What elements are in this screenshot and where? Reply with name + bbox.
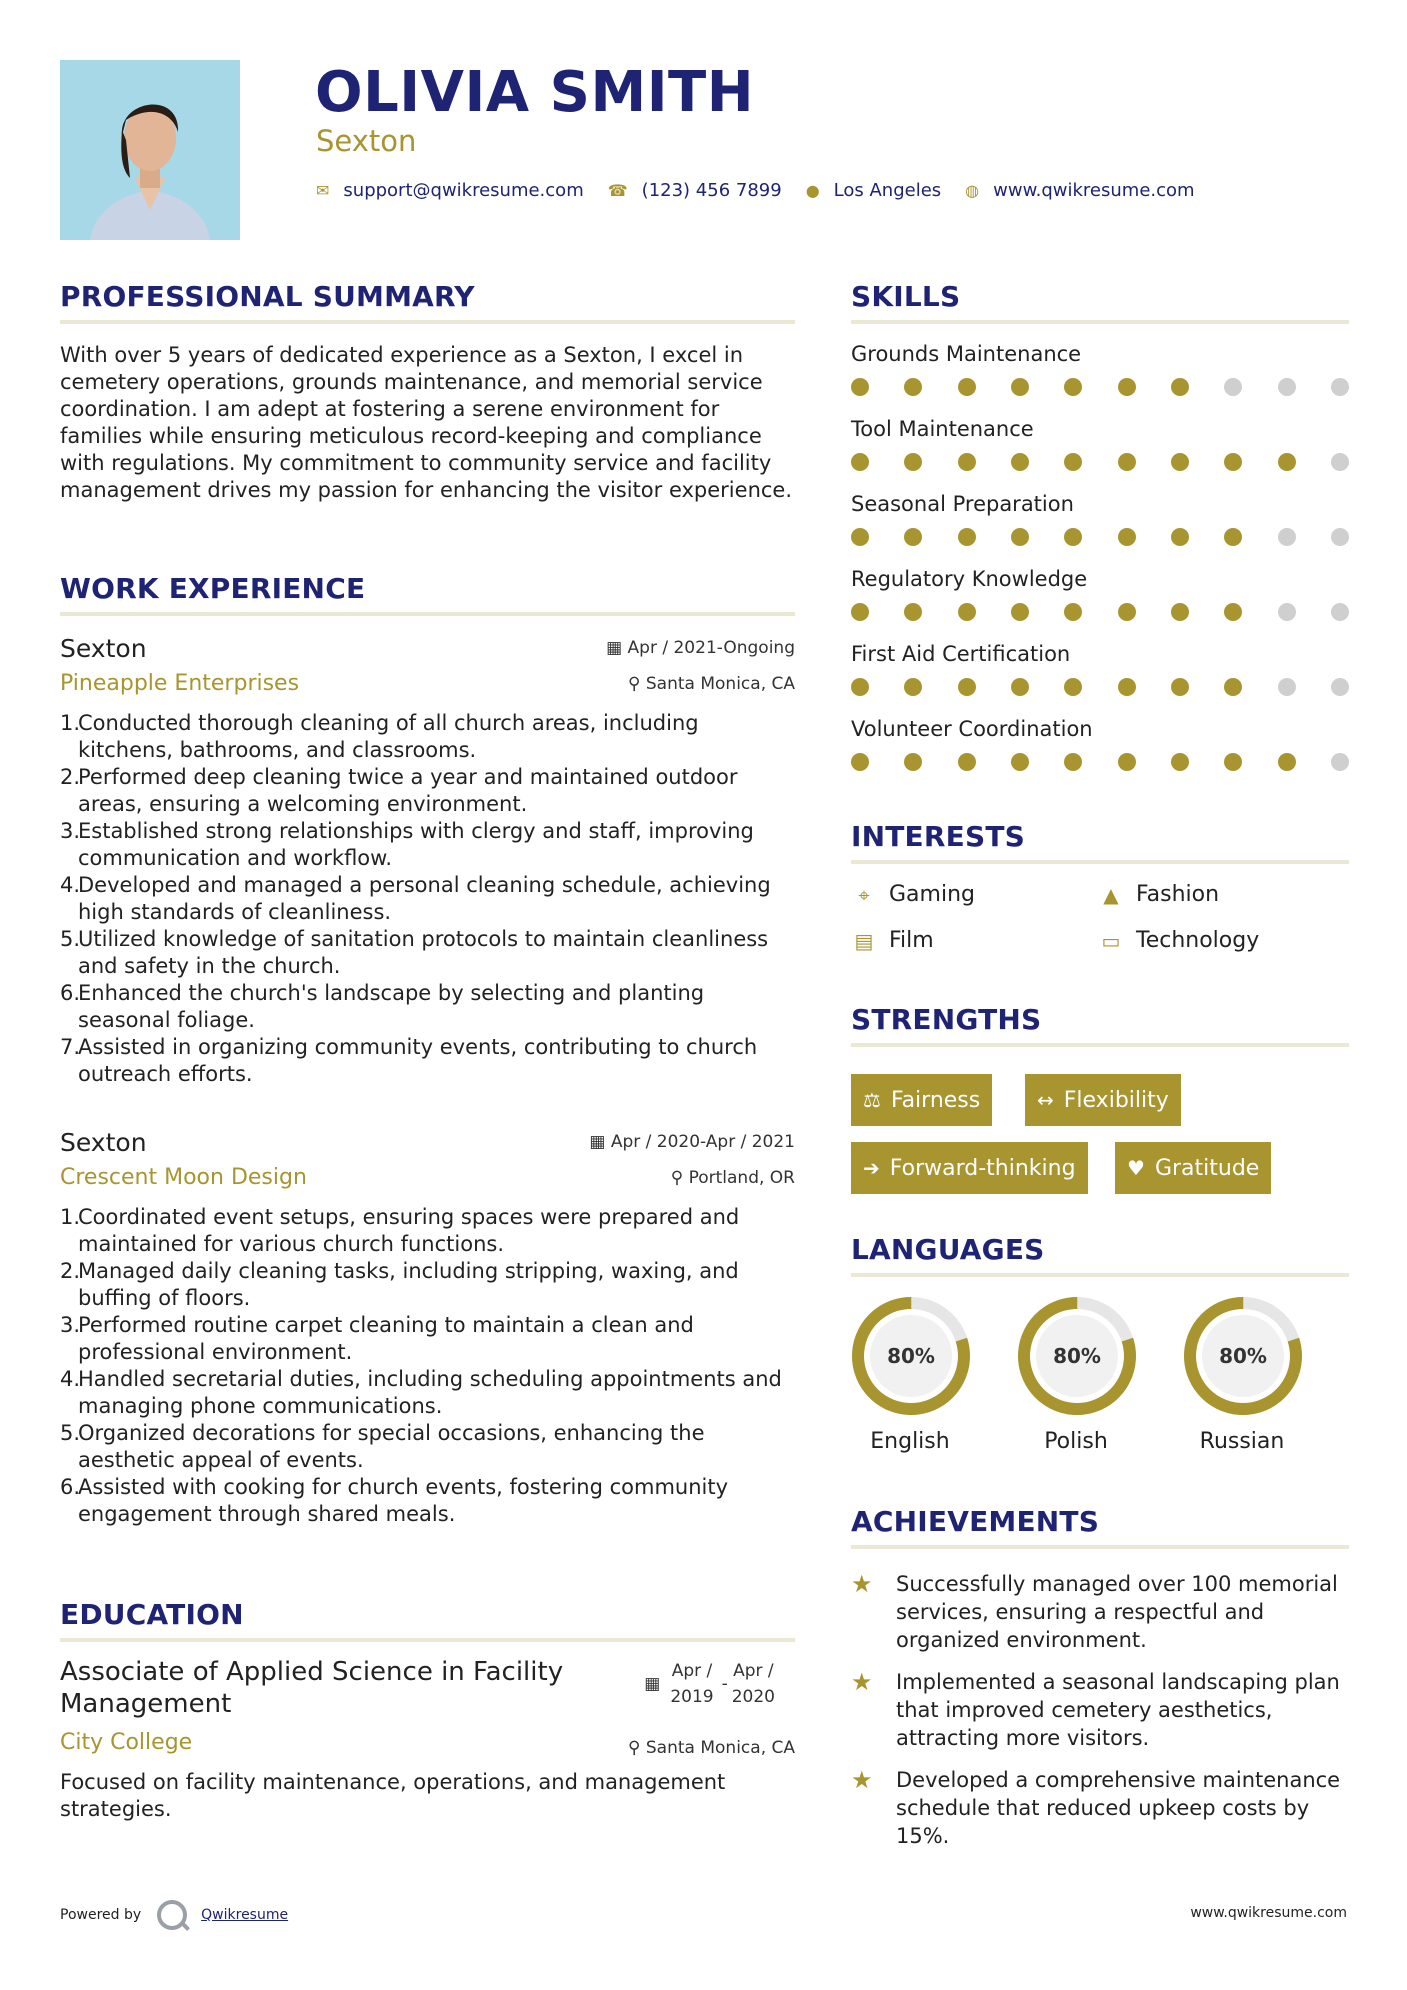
skill-dot-filled <box>1118 678 1136 696</box>
section-divider <box>851 860 1349 864</box>
balance-scale-icon: ⚖ <box>863 1088 881 1112</box>
job-location-text: Santa Monica, CA <box>645 674 795 694</box>
job-entry <box>60 634 795 1088</box>
languages-heading: LANGUAGES <box>851 1233 1045 1266</box>
skill-dot-filled <box>1171 753 1189 771</box>
summary-heading: PROFESSIONAL SUMMARY <box>60 280 475 313</box>
language-name: Polish <box>1044 1429 1108 1454</box>
section-divider <box>851 320 1349 324</box>
skills-heading: SKILLS <box>851 280 961 313</box>
achievement-item <box>851 1570 1351 1654</box>
strength-tag: ♥ Gratitude <box>1115 1142 1271 1194</box>
skill-dot-filled <box>1171 453 1189 471</box>
skill-dot-filled <box>1064 753 1082 771</box>
skill-dot-filled <box>958 678 976 696</box>
skill-dot-filled <box>1224 678 1242 696</box>
footer-url[interactable]: www.qwikresume.com <box>1190 1905 1347 1921</box>
list-item: 4. Handled secretarial duties, including scheduling appointments and managing phone communications. <box>60 1367 782 1418</box>
star-icon: ★ <box>851 1668 873 1696</box>
envelope-icon: ✉ <box>316 181 330 200</box>
school-name: City College <box>60 1730 193 1755</box>
job-date-text: Apr / 2021-Ongoing <box>627 638 795 658</box>
interests-heading: INTERESTS <box>851 820 1025 853</box>
job-duties-list <box>60 710 795 1088</box>
skill-dot-filled <box>1064 453 1082 471</box>
skill-item <box>851 492 1351 546</box>
skill-dot-filled <box>1064 603 1082 621</box>
start-date: Apr / 2019 <box>670 1661 714 1707</box>
section-divider <box>851 1273 1349 1277</box>
job-date-text: Apr / 2020-Apr / 2021 <box>610 1132 795 1152</box>
skill-dot-filled <box>1224 528 1242 546</box>
section-divider <box>851 1043 1349 1047</box>
skill-dot-filled <box>1171 603 1189 621</box>
strength-tag: ↔ Flexibility <box>1025 1074 1181 1126</box>
skill-name: Grounds Maintenance <box>851 342 1082 366</box>
skill-item <box>851 567 1351 621</box>
skill-rating <box>851 453 1349 471</box>
star-icon: ★ <box>851 1766 873 1794</box>
section-divider <box>60 320 795 324</box>
language-percent: 80% <box>1053 1344 1101 1368</box>
skill-dot-filled <box>851 753 869 771</box>
pin-icon: ⚲ <box>628 674 646 694</box>
skill-item <box>851 417 1351 471</box>
skill-item <box>851 342 1351 396</box>
job-location <box>671 1168 795 1188</box>
section-divider <box>60 1638 795 1642</box>
achievement-item <box>851 1766 1351 1850</box>
skill-dot-filled <box>958 528 976 546</box>
shopping-bag-icon: ▲ <box>1103 882 1119 907</box>
skill-dot-filled <box>1118 453 1136 471</box>
list-item: 5. Utilized knowledge of sanitation protocols to maintain cleanliness and safety in the church. <box>60 927 769 978</box>
profile-photo <box>60 60 240 240</box>
skill-dot-filled <box>904 453 922 471</box>
skill-dot-filled <box>1118 378 1136 396</box>
skill-dot-filled <box>1064 378 1082 396</box>
skill-dot-filled <box>1224 453 1242 471</box>
list-item: 1. Coordinated event setups, ensuring spaces were prepared and maintained for various church functions. <box>60 1205 740 1256</box>
skill-dot-filled <box>1118 603 1136 621</box>
skill-dot-filled <box>1011 378 1029 396</box>
job-location-text: Portland, OR <box>688 1168 795 1188</box>
skill-dot-filled <box>958 603 976 621</box>
skill-dot-filled <box>958 453 976 471</box>
arrow-right-icon: ➔ <box>863 1156 880 1180</box>
candidate-name: OLIVIA SMITH <box>315 60 755 125</box>
job-title: Sexton <box>60 634 147 663</box>
skill-dot-empty <box>1331 678 1349 696</box>
skill-rating <box>851 378 1349 396</box>
education-heading: EDUCATION <box>60 1598 244 1631</box>
list-item: 2. Performed deep cleaning twice a year and maintained outdoor areas, ensuring a welcoming environment. <box>60 765 738 816</box>
strength-tag: ➔ Forward-thinking <box>851 1142 1088 1194</box>
job-entry <box>60 1128 795 1528</box>
skill-dot-empty <box>1278 603 1296 621</box>
pin-icon: ⚲ <box>670 1168 689 1188</box>
contact-email[interactable]: support@qwikresume.com <box>343 180 584 201</box>
language-item <box>850 1295 970 1454</box>
language-percent: 80% <box>887 1344 935 1368</box>
achievement-text: Implemented a seasonal landscaping plan that improved cemetery aesthetics, attracting more visitors. <box>896 1670 1340 1750</box>
interest-film: ▤ Film <box>851 928 934 953</box>
skill-dot-filled <box>1011 453 1029 471</box>
film-icon: ▤ <box>854 928 874 953</box>
job-duties-list <box>60 1204 795 1528</box>
gamepad-icon: ⌖ <box>858 882 870 907</box>
education-dates <box>644 1658 775 1710</box>
skill-dot-empty <box>1331 753 1349 771</box>
skill-dot-filled <box>1064 528 1082 546</box>
achievement-text: Developed a comprehensive maintenance schedule that reduced upkeep costs by 15%. <box>896 1768 1341 1848</box>
skill-dot-filled <box>1278 753 1296 771</box>
pin-icon: ⚲ <box>628 1738 646 1758</box>
skill-dot-filled <box>1171 378 1189 396</box>
achievement-item <box>851 1668 1351 1752</box>
contact-phone[interactable]: (123) 456 7899 <box>641 180 782 201</box>
language-item <box>1016 1295 1136 1454</box>
education-entry <box>60 1656 795 1823</box>
skill-name: First Aid Certification <box>851 642 1071 666</box>
skill-dot-filled <box>904 753 922 771</box>
education-location: ⚲ Santa Monica, CA <box>628 1738 795 1758</box>
skill-dot-filled <box>1278 453 1296 471</box>
skill-dot-filled <box>1224 753 1242 771</box>
skill-dot-filled <box>1118 528 1136 546</box>
skill-item <box>851 642 1351 696</box>
experience-heading: WORK EXPERIENCE <box>60 572 366 605</box>
contact-website[interactable]: www.qwikresume.com <box>993 180 1195 201</box>
list-item: 6. Enhanced the church's landscape by selecting and planting seasonal foliage. <box>60 981 705 1032</box>
skill-rating <box>851 753 1349 771</box>
calendar-icon: ▦ <box>589 1132 611 1152</box>
skill-dot-filled <box>851 603 869 621</box>
skill-item <box>851 717 1351 771</box>
achievement-text: Successfully managed over 100 memorial services, ensuring a respectful and organized environment. <box>896 1572 1338 1652</box>
skill-rating <box>851 603 1349 621</box>
skill-name: Regulatory Knowledge <box>851 567 1088 591</box>
calendar-icon: ▦ <box>644 1674 661 1694</box>
job-date <box>606 638 795 658</box>
language-name: English <box>870 1429 950 1454</box>
skill-dot-filled <box>904 378 922 396</box>
powered-by-label: Powered by <box>60 1907 142 1923</box>
skill-dot-filled <box>1224 603 1242 621</box>
skill-dot-filled <box>958 378 976 396</box>
education-description: Focused on facility maintenance, operations, and management strategies. <box>60 1770 726 1821</box>
list-item: 3. Performed routine carpet cleaning to maintain a clean and professional environment. <box>60 1313 694 1364</box>
language-ring <box>1182 1295 1304 1417</box>
calendar-icon: ▦ <box>606 638 628 658</box>
skill-name: Volunteer Coordination <box>851 717 1093 741</box>
qwikresume-logo-icon <box>157 1900 187 1930</box>
skill-dot-filled <box>1064 678 1082 696</box>
summary-text: With over 5 years of dedicated experience as a Sexton, I excel in cemetery operations, grounds maintenance, and memorial service coordination. I am adept at fostering a serene environment for families while ensuring meticulous record-keeping and compliance with regulations. My commitment to community service and facility management drives my passion for enhancing the visitor experience. <box>60 343 793 502</box>
skill-dot-empty <box>1278 678 1296 696</box>
language-item <box>1182 1295 1302 1454</box>
globe-icon: ◍ <box>965 181 980 200</box>
heart-icon: ♥ <box>1127 1156 1145 1180</box>
map-marker-icon: ● <box>805 181 820 200</box>
skill-dot-empty <box>1331 453 1349 471</box>
arrows-horizontal-icon: ↔ <box>1037 1088 1054 1112</box>
list-item: 3. Established strong relationships with clergy and staff, improving communication and workflow. <box>60 819 754 870</box>
skill-rating <box>851 678 1349 696</box>
degree-title: Associate of Applied Science in Facility Management <box>60 1657 564 1719</box>
job-title: Sexton <box>60 1128 147 1157</box>
skill-dot-filled <box>1011 528 1029 546</box>
skill-dot-empty <box>1331 528 1349 546</box>
list-item: 2. Managed daily cleaning tasks, including stripping, waxing, and buffing of floors. <box>60 1259 739 1310</box>
job-company: Crescent Moon Design <box>60 1165 307 1190</box>
skill-dot-filled <box>1171 528 1189 546</box>
strengths-heading: STRENGTHS <box>851 1003 1042 1036</box>
laptop-icon: ▭ <box>1101 928 1121 953</box>
footer-powered-by <box>60 1900 288 1930</box>
skill-dot-filled <box>904 528 922 546</box>
list-item: 1. Conducted thorough cleaning of all church areas, including kitchens, bathrooms, and classrooms. <box>60 711 699 762</box>
candidate-title: Sexton <box>316 124 417 158</box>
skill-dot-filled <box>958 753 976 771</box>
skill-dot-filled <box>1171 678 1189 696</box>
list-item: 7. Assisted in organizing community events, contributing to church outreach efforts. <box>60 1035 758 1086</box>
skill-dot-filled <box>904 678 922 696</box>
skill-dot-filled <box>851 453 869 471</box>
list-item: 5. Organized decorations for special occasions, enhancing the aesthetic appeal of events. <box>60 1421 705 1472</box>
contact-location: Los Angeles <box>833 180 942 201</box>
star-icon: ★ <box>851 1570 873 1598</box>
skill-dot-filled <box>1011 753 1029 771</box>
language-name: Russian <box>1199 1429 1285 1454</box>
interest-gaming: ⌖ Gaming <box>851 882 975 907</box>
skill-dot-filled <box>1011 603 1029 621</box>
skill-name: Tool Maintenance <box>851 417 1034 441</box>
skill-dot-filled <box>851 378 869 396</box>
phone-icon: ☎ <box>607 181 628 200</box>
skill-dot-empty <box>1278 528 1296 546</box>
interest-technology: ▭ Technology <box>1098 928 1259 953</box>
language-percent: 80% <box>1219 1344 1267 1368</box>
date-separator: - <box>721 1674 728 1694</box>
language-ring <box>1016 1295 1138 1417</box>
skill-name: Seasonal Preparation <box>851 492 1074 516</box>
list-item: 6. Assisted with cooking for church events, fostering community engagement through shared meals. <box>60 1475 729 1526</box>
strength-tag: ⚖ Fairness <box>851 1074 992 1126</box>
skill-dot-filled <box>904 603 922 621</box>
job-date <box>589 1132 795 1152</box>
skill-dot-filled <box>851 678 869 696</box>
language-ring <box>850 1295 972 1417</box>
interest-fashion: ▲ Fashion <box>1098 882 1219 907</box>
section-divider <box>851 1545 1349 1549</box>
end-date: Apr / 2020 <box>731 1661 775 1707</box>
skill-dot-empty <box>1278 378 1296 396</box>
skill-dot-empty <box>1331 603 1349 621</box>
job-location <box>628 674 795 694</box>
skill-dot-empty <box>1224 378 1242 396</box>
contact-bar <box>316 180 1219 201</box>
section-divider <box>60 612 795 616</box>
skill-dot-empty <box>1331 378 1349 396</box>
skill-dot-filled <box>1118 753 1136 771</box>
list-item: 4. Developed and managed a personal cleaning schedule, achieving high standards of cleanliness. <box>60 873 771 924</box>
skill-rating <box>851 528 1349 546</box>
job-company: Pineapple Enterprises <box>60 671 300 696</box>
achievements-heading: ACHIEVEMENTS <box>851 1505 1100 1538</box>
qwikresume-link[interactable]: Qwikresume <box>201 1907 289 1923</box>
skill-dot-filled <box>1011 678 1029 696</box>
skill-dot-filled <box>851 528 869 546</box>
